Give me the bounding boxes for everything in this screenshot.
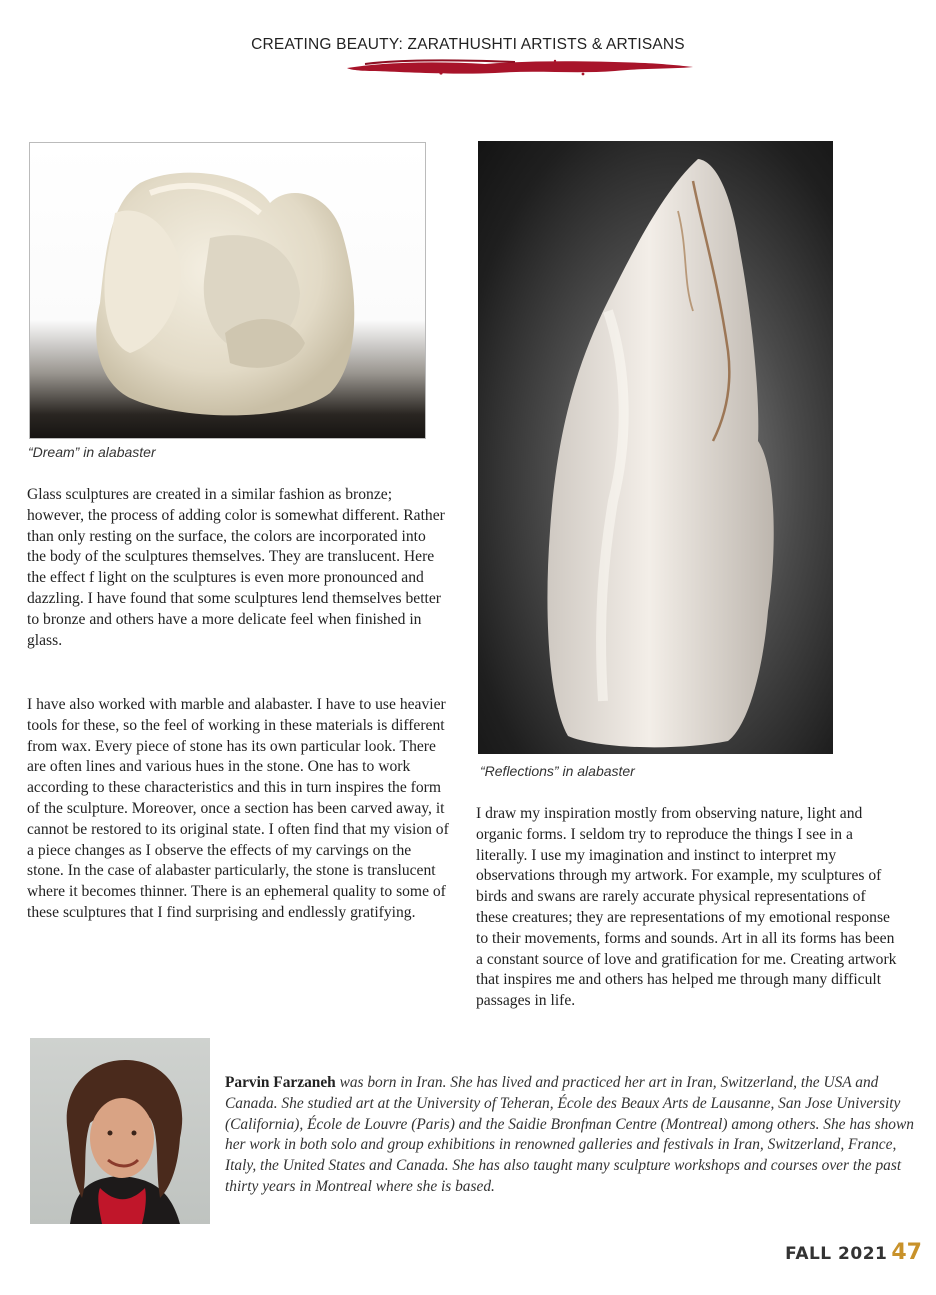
author-name: Parvin Farzaneh [225, 1074, 336, 1091]
reflections-caption: “Reflections” in alabaster [480, 763, 635, 779]
author-portrait-photo [30, 1038, 210, 1224]
page-number: 47 [891, 1240, 922, 1265]
left-paragraph-2: I have also worked with marble and alabaster. I have to use heavier tools for these, so the feel of working in these materials is different from wax. Every piece of stone has its own particular look. There are often lines and various hues in the stone. One has to work according to these characteristics and this in turn inspires the form of the sculpture. Moreover, once a section has been carved away, it cannot be restored to its original state. I often find that my vision of a piece changes as I observe the effects of my carvings on the stone. In the case of alabaster particularly, the stone is translucent where it becomes thinner. There is an ephemeral quality to some of these sculptures that I find surprising and endlessly gratifying. [27, 696, 449, 921]
dream-sculpture-photo [29, 142, 426, 439]
dream-caption: “Dream” in alabaster [28, 444, 156, 460]
reflections-sculpture-photo [478, 141, 833, 754]
author-bio [225, 1073, 915, 1198]
issue-season: FALL 2021 [785, 1244, 888, 1264]
brush-stroke-divider [345, 58, 695, 76]
author-bio-text: was born in Iran. She has lived and practiced her art in Iran, Switzerland, the USA and Canada. She studied art at the University of Teheran, École des Beaux Arts de Lausanne, San Jose University (California), École de Louvre (Paris) and the Saidie Bronfman Centre (Montreal) among others. She has shown her work in both solo and group exhibitions in renowned galleries and festivals in Iran, Switzerland, France, Italy, the United States and Canada. She has also taught many sculpture workshops and courses over the past thirty years in Montreal where she is based. [225, 1074, 914, 1195]
page-header-title: CREATING BEAUTY: ZARATHUSHTI ARTISTS & ARTISANS [251, 36, 685, 53]
left-paragraph-1: Glass sculptures are created in a similar fashion as bronze; however, the process of adding color is somewhat different. Rather than only resting on the surface, the colors are incorporated into the body of the sculptures themselves. They are translucent. Here the effect f light on the sculptures is even more pronounced and dazzling. I have found that some sculptures lend themselves better to bronze and others have a more delicate feel when finished in glass. [27, 486, 445, 649]
right-paragraph-1: I draw my inspiration mostly from observing nature, light and organic forms. I seldom try to reproduce the things I see in a literally. I use my imagination and instinct to interpret my observations through my artwork. For example, my sculptures of birds and swans are rarely accurate physical representations of these creatures; they are representations of my emotional response to their movements, forms and sounds. Art in all its forms has been a constant source of love and gratification for me. Creating artwork that inspires me and others has helped me through many difficult passages in life. [476, 805, 897, 1010]
page-footer [785, 1240, 922, 1265]
